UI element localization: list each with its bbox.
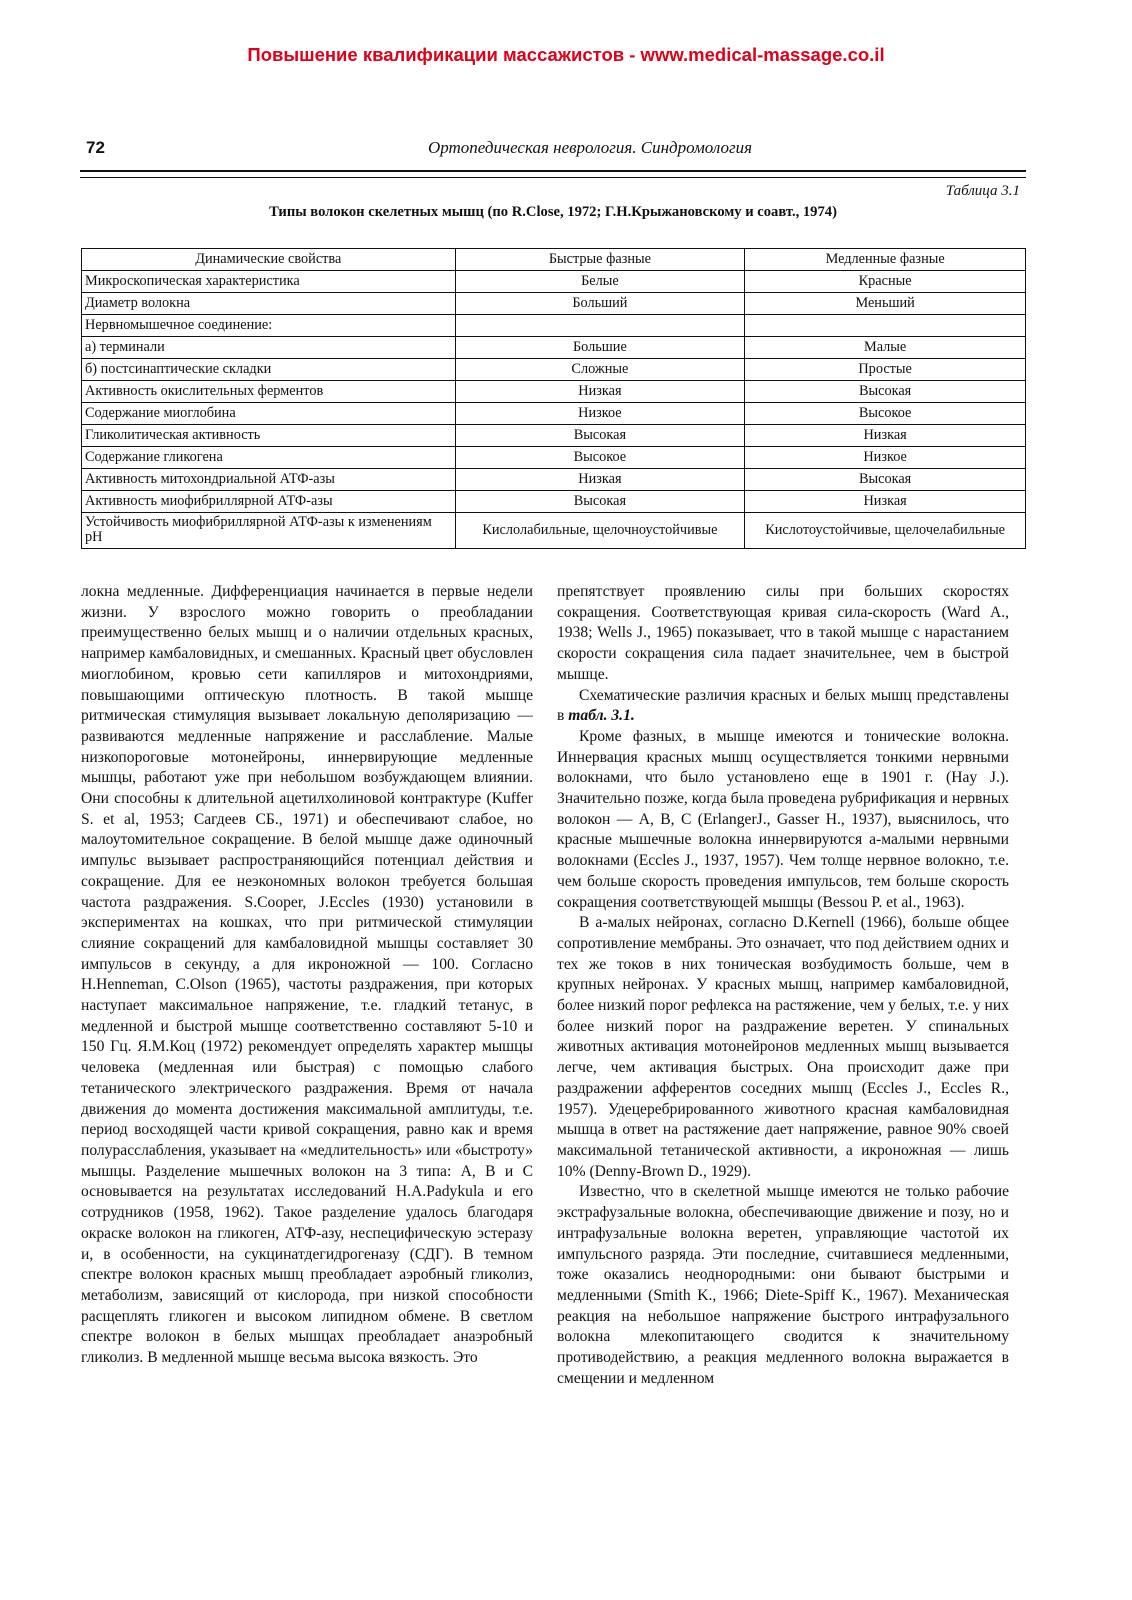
table-cell: Высокая <box>745 469 1026 491</box>
table-cell: Высокая <box>745 381 1026 403</box>
table-cell: Низкое <box>745 447 1026 469</box>
table-cell: Активность миофибриллярной АТФ-азы <box>82 491 456 513</box>
table-cell: Высокое <box>745 403 1026 425</box>
table-header-cell: Динамические свойства <box>82 249 456 271</box>
body-paragraph: локна медленные. Дифференциация начинается в первые недели жизни. У взрослого можно говорить о преобладании преимущественно белых мышц и о наличии отдельных красных, например камбаловидных, и смешанных. Красный цвет обусловлен миоглобином, кровью сети капилляров и митохондриями, повышающими оптическую плотность. В такой мышце ритмическая стимуляция вызывает локальную деполяризацию — развиваются медленные напряжение и расслабление. Малые низкопороговые мотонейроны, иннервирующие медленные мышцы, работают уже при небольшом возбуждающем влиянии. Они способны к длительной ацетилхолиновой контрактуре (Kuffer S. et al, 1953; Сагдеев СБ., 1971) и обеспечивают слабое, но малоутомительное сокращение. В белой мышце даже одиночный импульс вызывает распространяющийся потенциал действия и сокращение. Для ее неэкономных волокон требуется большая частота раздражения. S.Cooper, J.Eccles (1930) установили в экспериментах на кошках, что при ритмической стимуляции слияние сокращений для камбаловидной мышцы составляет 30 импульсов в секунду, а для икроножной — 100. Согласно H.Henneman, C.Olson (1965), частоты раздражения, при которых наступает максимальное напряжение, т.е. гладкий тетанус, в медленной и быстрой мышце соответственно составляют 5-10 и 150 Гц. Я.М.Коц (1972) рекомендует определять характер мышцы человека (медленная или быстрая) с помощью слабого тетанического электрического раздражения. Время от начала движения до момента достижения максимальной амплитуды, т.е. период восходящей части кривой сокращения, равно как и время полурасслабления, указывает на «медлительность» или «быстроту» мышцы. Разделение мышечных волокон на 3 типа: А, В и С основывается на результатах исследований H.A.Padykula и его сотрудников (1958, 1962). Такое разделение удалось благодаря окраске волокон на гликоген, АТФ-азу, неспецифическую эстеразу и, в особенности, на сукцинатдегидрогеназу (СДГ). В темном спектре волокон красных мышц преобладает аэробный гликолиз, метаболизм, зависящий от кислорода, при низкой способности расщеплять гликоген и высоком липидном обмене. В светлом спектре волокон в белых мышцах преобладает анаэробный гликолиз. В медленной мышце весьма высока вязкость. Это <box>81 583 533 1367</box>
table-cell: Микроскопическая характеристика <box>82 271 456 293</box>
table-row <box>82 359 1026 381</box>
table-reference: табл. 3.1. <box>568 707 635 725</box>
table-cell: Простые <box>745 359 1026 381</box>
table-header-row <box>82 249 1026 271</box>
page-number: 72 <box>86 138 105 157</box>
table-cell: Белые <box>455 271 745 293</box>
table-cell: Больший <box>455 293 745 315</box>
body-column-right <box>557 582 1009 1389</box>
body-paragraph <box>557 686 1009 727</box>
body-paragraph: В а-малых нейронах, согласно D.Kernell (1966), больше общее сопротивление мембраны. Это означает, что под действием одних и тех же токов в них тоническая возбудимость больше, чем в крупных нейронах. У красных мышц, например камбаловидной, более низкий порог рефлекса на растяжение, чем у белых, т.е. у них более низкий порог на раздражение веретен. У спинальных животных активация мотонейронов медленных мышц вызывается легче, чем активация быстрых. Она происходит даже при раздражении афферентов соседних мышц (Eccles J., Eccles R., 1957). Удецеребрированного животного красная камбаловидная мышца в ответ на растяжение дает напряжение, равное 90% своей максимальной тетанической активности, а икроножная — лишь 10% (Denny-Brown D., 1929). <box>557 914 1009 1180</box>
table-cell <box>455 315 745 337</box>
table-cell: Активность окислительных ферментов <box>82 381 456 403</box>
header-rule-thick <box>80 170 1026 172</box>
table-cell: Диаметр волокна <box>82 293 456 315</box>
body-column-left <box>81 582 533 1369</box>
body-paragraph: Известно, что в скелетной мышце имеются не только рабочие экстрафузальные волокна, обеспечивающие движение и позу, но и интрафузальные волокна веретен, управляющие частотой их импульсного разряда. Эти последние, считавшиеся медленными, тоже оказались неоднородными: они бывают быстрыми и медленными (Smith K., 1966; Diete-Spiff K., 1967). Механическая реакция на небольшое напряжение быстрого интрафузального волокна млекопитающего сводится к значительному противодействию, а реакция медленного волокна выражается в смещении и медленном <box>557 1183 1009 1387</box>
table-row <box>82 425 1026 447</box>
table-row <box>82 293 1026 315</box>
table-cell: Содержание миоглобина <box>82 403 456 425</box>
table-cell: Активность митохондриальной АТФ-азы <box>82 469 456 491</box>
table-cell: Большие <box>455 337 745 359</box>
table-cell: Меньший <box>745 293 1026 315</box>
table-cell: Высокая <box>455 425 745 447</box>
table-cell: Низкая <box>455 469 745 491</box>
table-cell: б) постсинаптические складки <box>82 359 456 381</box>
table-row <box>82 447 1026 469</box>
table-cell: Устойчивость миофибриллярной АТФ-азы к изменениям pH <box>82 513 456 549</box>
table-row <box>82 403 1026 425</box>
table-cell: а) терминали <box>82 337 456 359</box>
table-cell: Содержание гликогена <box>82 447 456 469</box>
table-header-cell: Быстрые фазные <box>455 249 745 271</box>
table-cell <box>745 315 1026 337</box>
table-row <box>82 469 1026 491</box>
table-cell: Кислолабильные, щелочноустойчивые <box>455 513 745 549</box>
fiber-types-table <box>81 248 1026 549</box>
table-row <box>82 337 1026 359</box>
table-cell: Высокая <box>455 491 745 513</box>
table-caption: Таблица 3.1 <box>945 183 1020 199</box>
body-paragraph: препятствует проявлению силы при больших скоростях сокращения. Соответствующая кривая сила-скорость (Ward A., 1938; Wells J., 1965) показывает, что в такой мышце с нарастанием скорости сокращения сила падает значительнее, чем в быстрой мышце. <box>557 583 1009 683</box>
table-cell: Низкое <box>455 403 745 425</box>
table-title: Типы волокон скелетных мышц (по R.Close, 1972; Г.Н.Крыжановскому и соавт., 1974) <box>269 204 837 220</box>
paragraph-text: Схематические различия красных и белых мышц представлены в <box>557 686 1009 725</box>
running-title: Ортопедическая неврология. Синдромология <box>427 138 753 157</box>
table-cell: Гликолитическая активность <box>82 425 456 447</box>
table-row <box>82 491 1026 513</box>
table-cell: Кислотоустойчивые, щелочелабильные <box>745 513 1026 549</box>
table-cell: Малые <box>745 337 1026 359</box>
table-cell: Красные <box>745 271 1026 293</box>
header-rule-thin <box>80 177 1026 178</box>
table-cell: Высокое <box>455 447 745 469</box>
table-cell: Низкая <box>745 491 1026 513</box>
table-cell: Низкая <box>745 425 1026 447</box>
table-row <box>82 513 1026 549</box>
table-cell: Низкая <box>455 381 745 403</box>
site-banner: Повышение квалификации массажистов - www.medical-massage.co.il <box>247 44 885 65</box>
table-header-cell: Медленные фазные <box>745 249 1026 271</box>
table-cell: Сложные <box>455 359 745 381</box>
table-row <box>82 271 1026 293</box>
table-row <box>82 381 1026 403</box>
body-paragraph: Кроме фазных, в мышце имеются и тонические волокна. Иннервация красных мышц осуществляется тонкими нервными волокнами, что было установлено еще в 1901 г. (Hay J.). Значительно позже, когда была проведена рубрификация и нервных волокон — А, В, С (ErlangerJ., Gasser H., 1937), выяснилось, что красные мышечные волокна иннервируются а-малыми нервными волокнами (Eccles J., 1937, 1957). Чем толще нервное волокно, т.е. чем больше скорость проведения импульсов, тем больше скорость сокращения соответствующей мышцы (Bessou P. et al., 1963). <box>557 727 1009 911</box>
table-cell: Нервномышечное соединение: <box>82 315 456 337</box>
table-row <box>82 315 1026 337</box>
